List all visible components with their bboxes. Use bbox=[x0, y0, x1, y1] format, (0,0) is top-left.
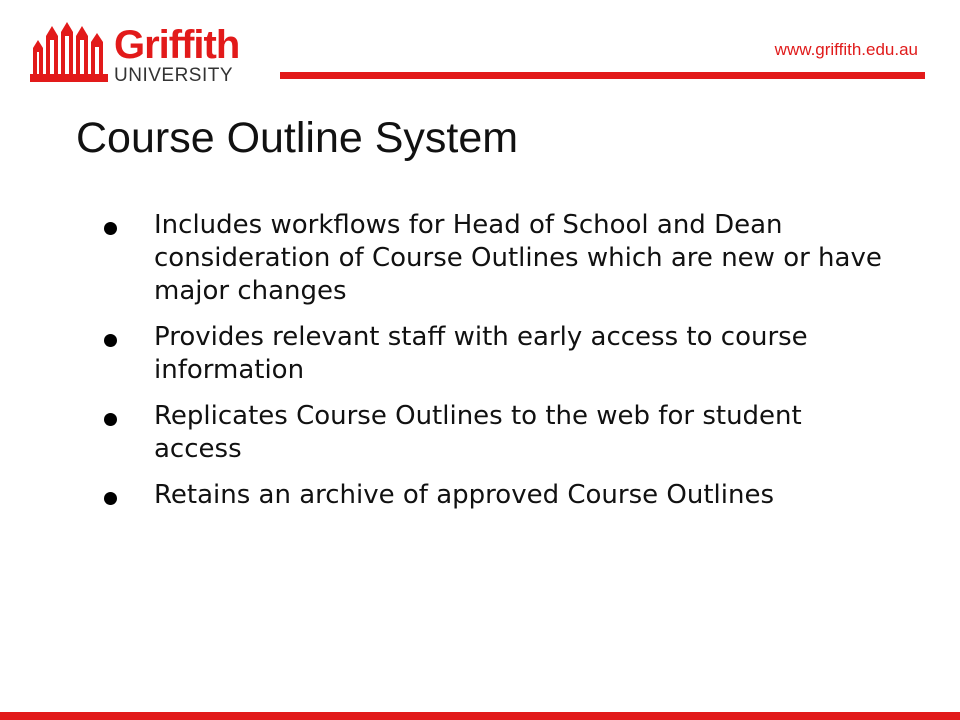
bullet-dot-icon bbox=[104, 334, 117, 347]
bullet-item bbox=[104, 209, 904, 308]
slide-title: Course Outline System bbox=[76, 114, 519, 162]
bullet-dot-icon bbox=[104, 413, 117, 426]
bullet-item bbox=[104, 479, 904, 512]
bullet-list bbox=[104, 209, 904, 525]
bullet-item bbox=[104, 400, 904, 466]
bullet-dot-icon bbox=[104, 492, 117, 505]
bullet-text: Includes workflows for Head of School and Dean consideration of Course Outlines which are new or have major changes bbox=[154, 210, 882, 306]
bullet-text: Replicates Course Outlines to the web for student access bbox=[154, 401, 802, 464]
logo-wordmark-university: UNIVERSITY bbox=[114, 65, 234, 86]
griffith-university-logo bbox=[30, 22, 275, 88]
bullet-item bbox=[104, 321, 904, 387]
logo-wordmark-griffith: Griffith bbox=[114, 23, 240, 67]
header-divider bbox=[280, 72, 925, 79]
griffith-crest-icon bbox=[30, 22, 110, 84]
bullet-text: Provides relevant staff with early access to course information bbox=[154, 322, 808, 385]
website-link[interactable]: www.griffith.edu.au bbox=[774, 40, 918, 59]
bullet-dot-icon bbox=[104, 222, 117, 235]
bullet-text: Retains an archive of approved Course Outlines bbox=[154, 480, 774, 510]
footer-divider bbox=[0, 712, 960, 720]
